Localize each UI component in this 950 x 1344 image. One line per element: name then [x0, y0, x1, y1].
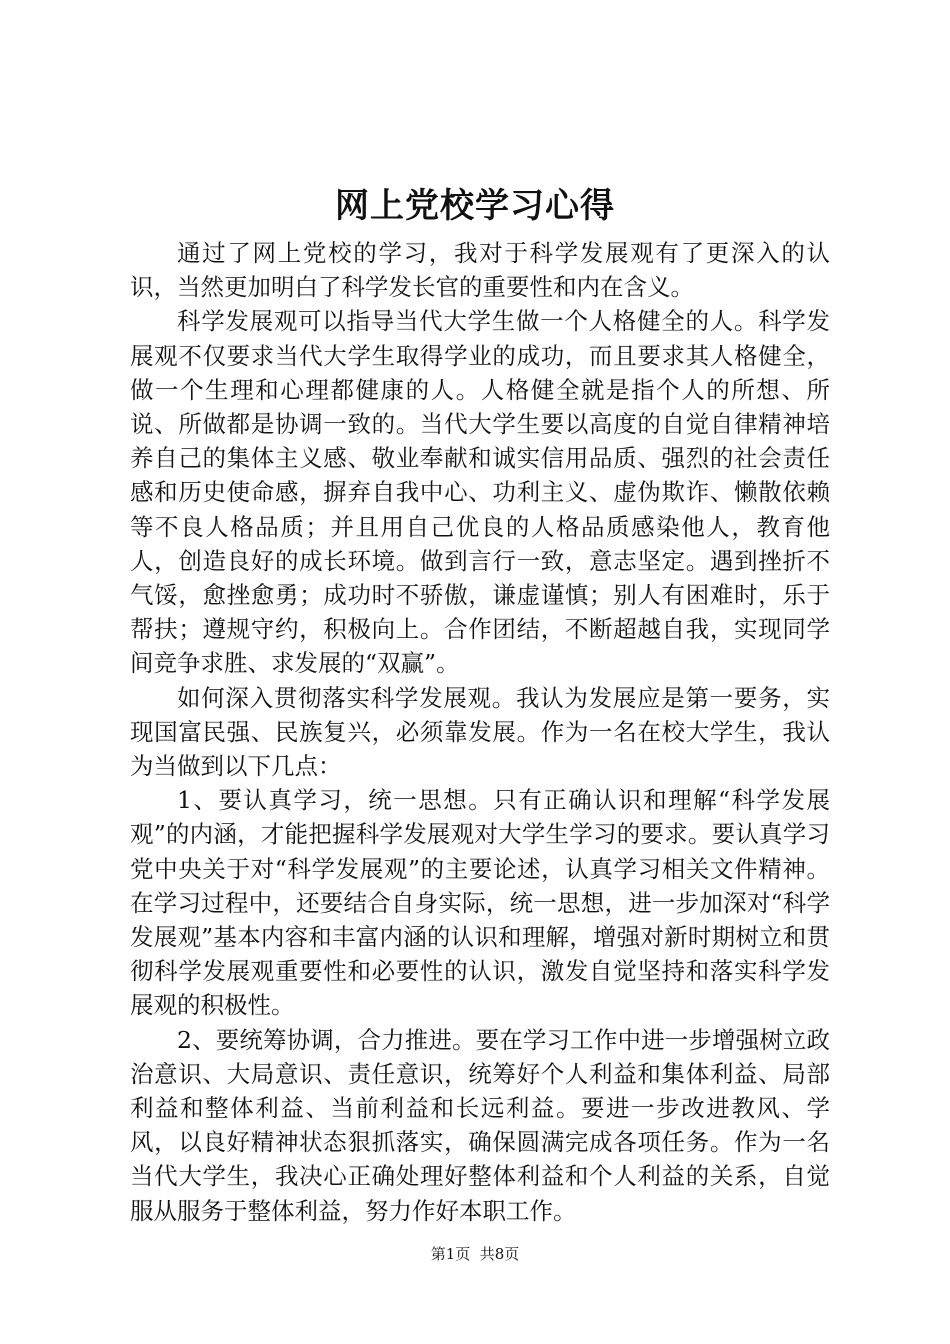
paragraph-intro: 通过了网上党校的学习，我对于科学发展观有了更深入的认识，当然更加明白了科学发长官的重要性和内在含义。	[130, 239, 830, 302]
paragraph-personality: 科学发展观可以指导当代大学生做一个人格健全的人。科学发展观不仅要求当代大学生取得学业的成功，而且要求其人格健全，做一个生理和心理都健康的人。人格健全就是指个人的所想、所说、所做都是协调一致的。当代大学生要以高度的自觉自律精神培养自己的集体主义感、敬业奉献和诚实信用品质、强烈的社会责任感和历史使命感，摒弃自我中心、功利主义、虚伪欺诈、懒散依赖等不良人格品质；并且用自己优良的人格品质感染他人，教育他人，创造良好的成长环境。做到言行一致，意志坚定。遇到挫折不气馁，愈挫愈勇；成功时不骄傲，谦虚谨慎；别人有困难时，乐于帮扶；遵规守约，积极向上。合作团结，不断超越自我，实现同学间竞争求胜、求发展的“双赢”。	[130, 307, 830, 678]
page-title: 网上党校学习心得	[335, 186, 615, 226]
page-footer: 第1页 共8页	[430, 1245, 520, 1263]
paragraph-implementation: 如何深入贯彻落实科学发展观。我认为发展应是第一要务，实现国富民强、民族复兴，必须靠发展。作为一名在校大学生，我认为当做到以下几点：	[130, 683, 830, 781]
paragraph-point-2: 2、要统筹协调，合力推进。要在学习工作中进一步增强树立政治意识、大局意识、责任意识，统筹好个人利益和集体利益、局部利益和整体利益、当前利益和长远利益。要进一步改进教风、学风，以良好精神状态狠抓落实，确保圆满完成各项任务。作为一名当代大学生，我决心正确处理好整体利益和个人利益的关系，自觉服从服务于整体利益，努力作好本职工作。	[130, 1025, 830, 1225]
document-body	[130, 236, 830, 1228]
paragraph-point-1: 1、要认真学习，统一思想。只有正确认识和理解“科学发展观”的内涵，才能把握科学发展观对大学生学习的要求。要认真学习党中央关于对“科学发展观”的主要论述，认真学习相关文件精神。在学习过程中，还要结合自身实际，统一思想，进一步加深对“科学发展观”基本内容和丰富内涵的认识和理解，增强对新时期树立和贯彻科学发展观重要性和必要性的认识，激发自觉坚持和落实科学发展观的积极性。	[130, 786, 830, 1020]
